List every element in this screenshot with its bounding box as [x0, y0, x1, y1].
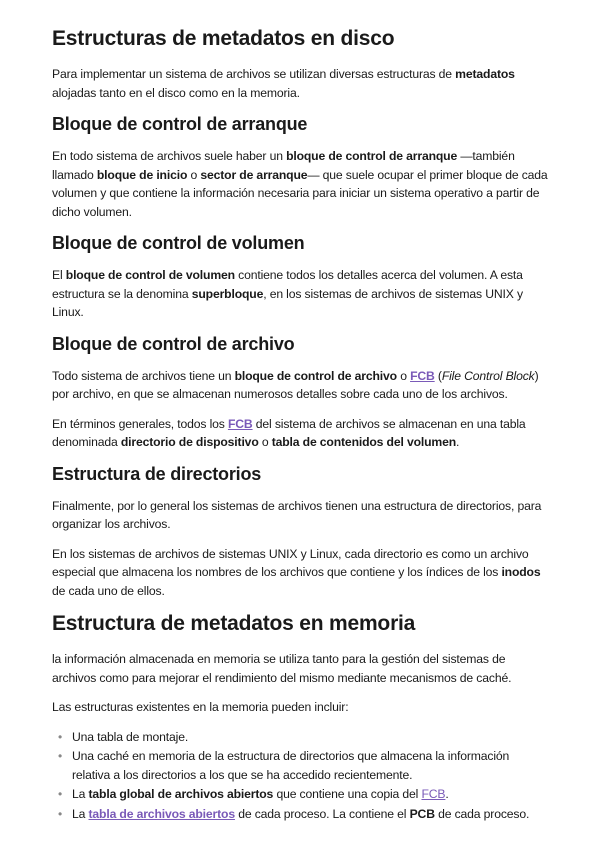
memory-paragraph-1: la información almacenada en memoria se utiliza tanto para la gestión del sistemas de archivos como para mejorar el rendimiento del mismo mediante mecanismos de caché. [52, 652, 512, 685]
open-files-table-link[interactable]: tabla de archivos abiertos [88, 806, 235, 821]
file-paragraph-2: En términos generales, todos los FCB del sistema de archivos se almacenan en una tabla denominada directorio de dispositivo o tabla de contenidos del volumen. [52, 416, 526, 449]
memory-paragraph-2: Las estructuras existentes en la memoria pueden incluir: [52, 700, 349, 714]
fcb-link[interactable]: FCB [227, 416, 253, 431]
bullet-icon: • [58, 729, 63, 744]
fcb-link[interactable]: FCB [410, 368, 435, 383]
fcb-link[interactable]: FCB [421, 787, 446, 801]
list-item: • Una tabla de montaje. [72, 728, 548, 747]
heading-memory-metadata: Estructura de metadatos en memoria [52, 612, 416, 635]
bullet-icon: • [58, 787, 63, 801]
heading-file-control-block: Bloque de control de archivo [52, 333, 295, 354]
boot-paragraph: En todo sistema de archivos suele haber un bloque de control de arranque —también llamado bloque de inicio o sector de arranque— que suele ocupar el primer bloque de cada volumen y que contiene la información necesaria para iniciar un sistema operativo a partir de dicho volumen. [52, 149, 548, 219]
heading-boot-control-block: Bloque de control de arranque [52, 114, 308, 134]
bullet-icon: • [58, 749, 63, 763]
memory-structures-list [52, 728, 548, 824]
dirs-paragraph-1: Finalmente, por lo general los sistemas de archivos tienen una estructura de directorios, para organizar los archivos. [52, 498, 542, 531]
heading-disk-metadata: Estructuras de metadatos en disco [52, 27, 395, 50]
list-item: • La tabla de archivos abiertos de cada proceso. La contiene el PCB de cada proceso. [72, 805, 548, 824]
heading-directory-structure: Estructura de directorios [52, 463, 262, 484]
intro-paragraph: Para implementar un sistema de archivos se utilizan diversas estructuras de metadatos alojadas tanto en el disco como en la memoria. [52, 67, 515, 100]
list-item: • La tabla global de archivos abiertos que contiene una copia del FCB. [72, 785, 548, 804]
volume-paragraph: El bloque de control de volumen contiene todos los detalles acerca del volumen. A esta estructura se la denomina superbloque, en los sistemas de archivos de sistemas UNIX y Linux. [52, 268, 523, 319]
dirs-paragraph-2: En los sistemas de archivos de sistemas UNIX y Linux, cada directorio es como un archivo especial que almacena los nombres de los archivos que contiene y los índices de los inodos de cada uno de ellos. [52, 546, 541, 598]
heading-volume-control-block: Bloque de control de volumen [52, 233, 305, 253]
bullet-icon: • [58, 806, 63, 821]
file-paragraph-1: Todo sistema de archivos tiene un bloque de control de archivo o FCB (File Control Block) por archivo, en que se almacenan numerosos detalles sobre cada uno de los archivos. [52, 368, 539, 401]
list-item: • Una caché en memoria de la estructura de directorios que almacena la información relativa a los directorios a los que se ha accedido recientemente. [58, 749, 510, 782]
term-metadatos: metadatos [455, 67, 515, 81]
